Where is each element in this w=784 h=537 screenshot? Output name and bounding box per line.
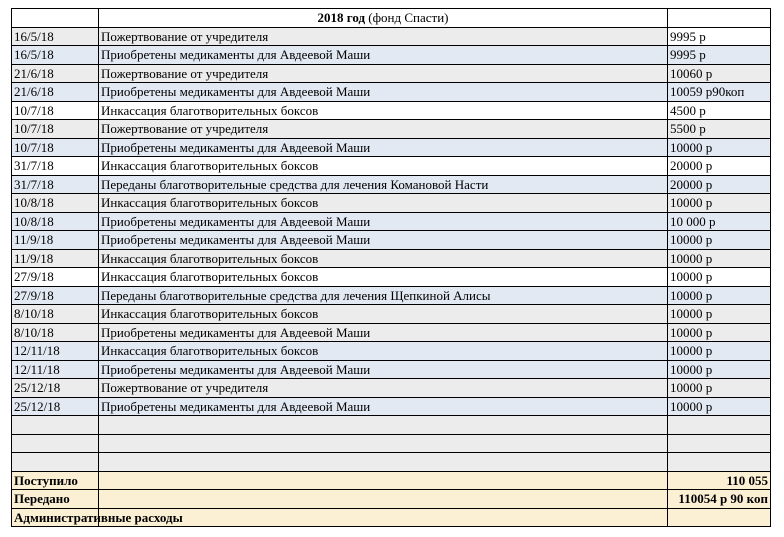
table-row <box>12 342 771 361</box>
empty-cell[interactable] <box>668 434 771 453</box>
date-cell[interactable]: 10/7/18 <box>12 138 99 157</box>
received-row-value-cell[interactable]: 110 055 <box>668 471 771 490</box>
amount-cell[interactable]: 9995 р <box>668 27 771 46</box>
title-year: 2018 год <box>317 10 366 26</box>
description-cell[interactable]: Инкассация благотворительных боксов <box>99 268 668 287</box>
date-cell[interactable]: 31/7/18 <box>12 157 99 176</box>
date-cell[interactable]: 10/7/18 <box>12 120 99 139</box>
date-cell[interactable]: 16/5/18 <box>12 27 99 46</box>
description-cell[interactable]: Приобретены медикаменты для Авдеевой Маши <box>99 138 668 157</box>
table-row <box>12 138 771 157</box>
date-cell[interactable]: 8/10/18 <box>12 305 99 324</box>
empty-row <box>12 453 771 472</box>
table-row <box>12 323 771 342</box>
table-row <box>12 83 771 102</box>
description-cell[interactable]: Приобретены медикаменты для Авдеевой Маши <box>99 46 668 65</box>
title-fund: (фонд Спасти) <box>365 10 449 26</box>
description-cell[interactable]: Переданы благотворительные средства для лечения Комановой Насти <box>99 175 668 194</box>
table-row <box>12 360 771 379</box>
table-row <box>12 379 771 398</box>
date-cell[interactable]: 10/8/18 <box>12 212 99 231</box>
received-row-middle-cell[interactable] <box>99 471 668 490</box>
empty-cell[interactable] <box>99 453 668 472</box>
table-row <box>12 305 771 324</box>
date-cell[interactable]: 27/9/18 <box>12 286 99 305</box>
admin-expenses-row-middle-cell[interactable] <box>99 508 668 527</box>
table-row <box>12 46 771 65</box>
admin-expenses-row-label: Административные расходы <box>14 509 183 525</box>
amount-cell[interactable]: 20000 р <box>668 175 771 194</box>
amount-cell[interactable]: 10000 р <box>668 397 771 416</box>
date-cell[interactable]: 25/12/18 <box>12 379 99 398</box>
table-row <box>12 268 771 287</box>
table-row <box>12 64 771 83</box>
description-cell[interactable]: Пожертвование от учредителя <box>99 27 668 46</box>
date-cell[interactable]: 11/9/18 <box>12 249 99 268</box>
received-row-label-cell[interactable]: Поступило <box>12 471 99 490</box>
date-cell[interactable]: 12/11/18 <box>12 342 99 361</box>
transferred-row-label-cell[interactable]: Передано <box>12 490 99 509</box>
amount-cell[interactable]: 20000 р <box>668 157 771 176</box>
empty-cell[interactable] <box>12 453 99 472</box>
amount-cell[interactable]: 10000 р <box>668 231 771 250</box>
transferred-row-middle-cell[interactable] <box>99 490 668 509</box>
amount-cell[interactable]: 10060 р <box>668 64 771 83</box>
donations-table <box>11 8 771 527</box>
date-cell[interactable]: 10/7/18 <box>12 101 99 120</box>
table-row <box>12 27 771 46</box>
amount-cell[interactable]: 10000 р <box>668 138 771 157</box>
table-row <box>12 212 771 231</box>
amount-cell[interactable]: 10 000 р <box>668 212 771 231</box>
header-amount-cell[interactable] <box>668 9 771 28</box>
admin-expenses-row <box>12 508 771 527</box>
amount-cell[interactable]: 10000 р <box>668 286 771 305</box>
date-cell[interactable]: 8/10/18 <box>12 323 99 342</box>
empty-row <box>12 416 771 435</box>
description-cell[interactable]: Приобретены медикаменты для Авдеевой Маши <box>99 212 668 231</box>
amount-cell[interactable]: 5500 р <box>668 120 771 139</box>
description-cell[interactable]: Приобретены медикаменты для Авдеевой Маши <box>99 360 668 379</box>
amount-cell[interactable]: 10000 р <box>668 342 771 361</box>
amount-cell[interactable]: 10000 р <box>668 194 771 213</box>
empty-cell[interactable] <box>668 453 771 472</box>
table-row <box>12 157 771 176</box>
description-cell[interactable]: Приобретены медикаменты для Авдеевой Маши <box>99 83 668 102</box>
table-title[interactable] <box>99 9 668 28</box>
description-cell[interactable]: Приобретены медикаменты для Авдеевой Маши <box>99 323 668 342</box>
amount-cell[interactable]: 4500 р <box>668 101 771 120</box>
received-row <box>12 471 771 490</box>
table-row <box>12 120 771 139</box>
amount-cell[interactable]: 10000 р <box>668 249 771 268</box>
empty-cell[interactable] <box>99 416 668 435</box>
description-cell[interactable]: Пожертвование от учредителя <box>99 379 668 398</box>
description-cell[interactable]: Инкассация благотворительных боксов <box>99 101 668 120</box>
date-cell[interactable]: 21/6/18 <box>12 83 99 102</box>
empty-row <box>12 434 771 453</box>
amount-cell[interactable]: 9995 р <box>668 46 771 65</box>
description-cell[interactable]: Инкассация благотворительных боксов <box>99 342 668 361</box>
date-cell[interactable]: 11/9/18 <box>12 231 99 250</box>
description-cell[interactable]: Инкассация благотворительных боксов <box>99 157 668 176</box>
description-cell[interactable]: Инкассация благотворительных боксов <box>99 249 668 268</box>
amount-cell[interactable]: 10000 р <box>668 305 771 324</box>
table-row <box>12 231 771 250</box>
date-cell[interactable]: 16/5/18 <box>12 46 99 65</box>
amount-cell[interactable]: 10000 р <box>668 360 771 379</box>
transferred-row <box>12 490 771 509</box>
description-cell[interactable]: Инкассация благотворительных боксов <box>99 194 668 213</box>
amount-cell[interactable]: 10059 р90коп <box>668 83 771 102</box>
description-cell[interactable]: Пожертвование от учредителя <box>99 120 668 139</box>
date-cell[interactable]: 12/11/18 <box>12 360 99 379</box>
table-row <box>12 397 771 416</box>
description-cell[interactable]: Приобретены медикаменты для Авдеевой Маши <box>99 397 668 416</box>
table-row <box>12 175 771 194</box>
empty-cell[interactable] <box>12 416 99 435</box>
empty-cell[interactable] <box>99 434 668 453</box>
empty-cell[interactable] <box>12 434 99 453</box>
date-cell[interactable]: 27/9/18 <box>12 268 99 287</box>
table-row <box>12 194 771 213</box>
header-date-cell[interactable] <box>12 9 99 28</box>
table-row <box>12 249 771 268</box>
table-row <box>12 286 771 305</box>
date-cell[interactable]: 31/7/18 <box>12 175 99 194</box>
description-cell[interactable]: Инкассация благотворительных боксов <box>99 305 668 324</box>
amount-cell[interactable]: 10000 р <box>668 323 771 342</box>
date-cell[interactable]: 10/8/18 <box>12 194 99 213</box>
table-row <box>12 101 771 120</box>
transferred-row-value-cell[interactable]: 110054 р 90 коп <box>668 490 771 509</box>
header-row <box>12 9 771 28</box>
empty-cell[interactable] <box>668 416 771 435</box>
description-cell[interactable]: Приобретены медикаменты для Авдеевой Маши <box>99 231 668 250</box>
amount-cell[interactable]: 10000 р <box>668 268 771 287</box>
date-cell[interactable]: 21/6/18 <box>12 64 99 83</box>
admin-expenses-row-value-cell[interactable] <box>668 508 771 527</box>
amount-cell[interactable]: 10000 р <box>668 379 771 398</box>
description-cell[interactable]: Переданы благотворительные средства для лечения Щепкиной Алисы <box>99 286 668 305</box>
description-cell[interactable]: Пожертвование от учредителя <box>99 64 668 83</box>
admin-expenses-row-label-cell[interactable] <box>12 508 183 527</box>
date-cell[interactable]: 25/12/18 <box>12 397 99 416</box>
